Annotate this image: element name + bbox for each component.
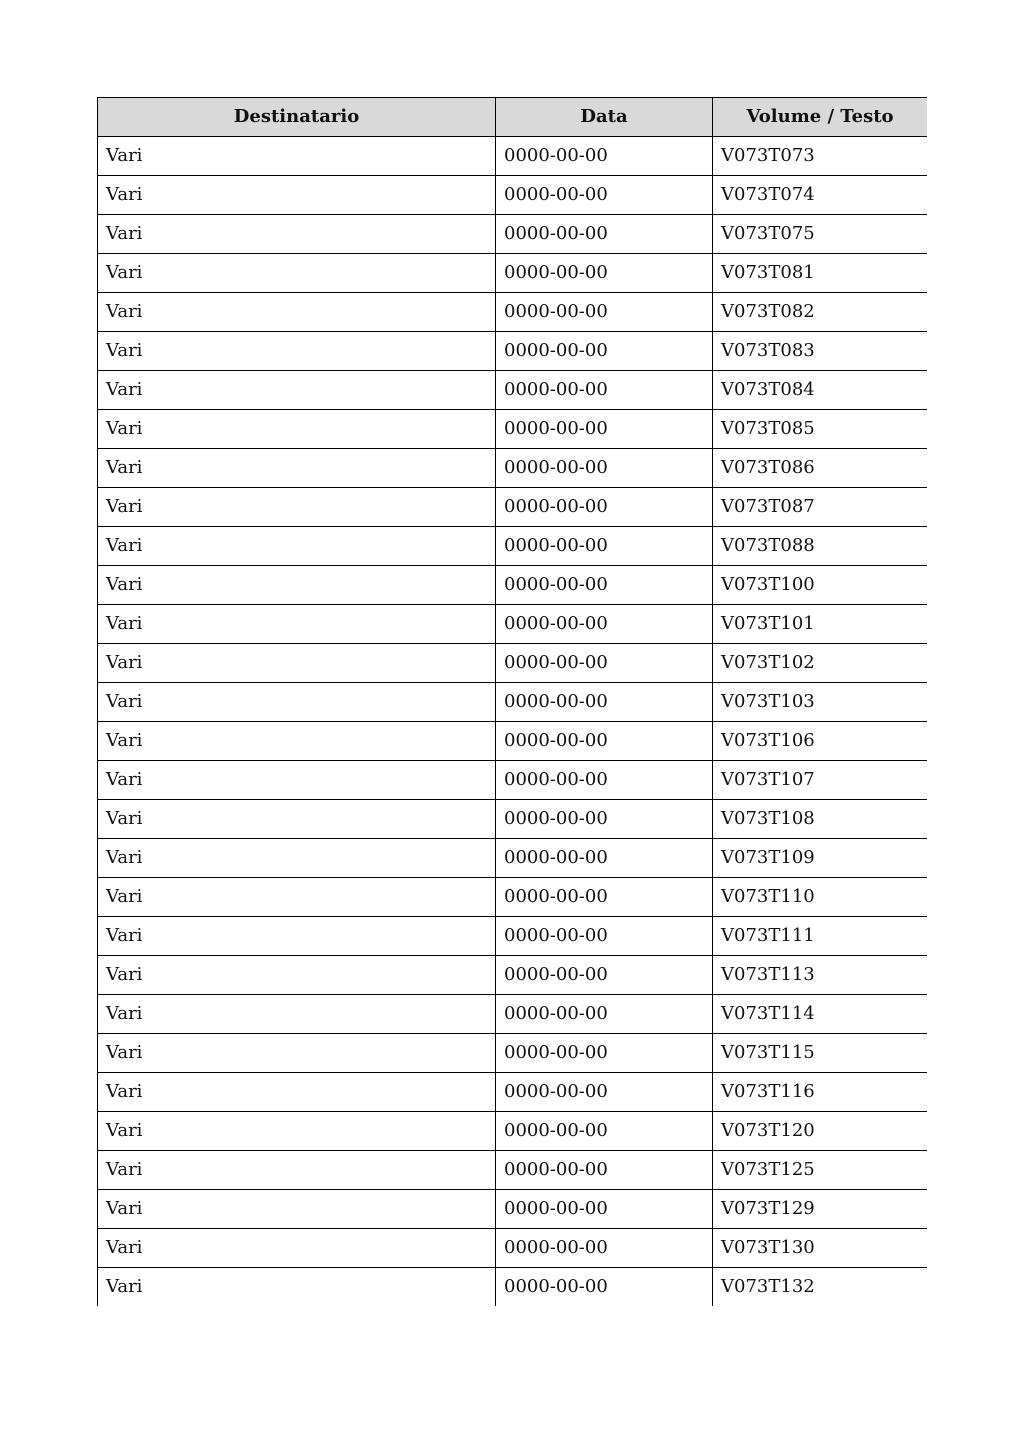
table-row [98, 215, 928, 254]
cell-volume-testo: V073T114 [713, 995, 928, 1034]
table-row [98, 956, 928, 995]
cell-data: 0000-00-00 [496, 137, 713, 176]
cell-data: 0000-00-00 [496, 1190, 713, 1229]
cell-destinatario: Vari [98, 449, 496, 488]
table-row [98, 839, 928, 878]
cell-destinatario: Vari [98, 1151, 496, 1190]
cell-volume-testo: V073T106 [713, 722, 928, 761]
cell-data: 0000-00-00 [496, 488, 713, 527]
cell-volume-testo: V073T110 [713, 878, 928, 917]
table-row [98, 683, 928, 722]
table-row [98, 995, 928, 1034]
cell-data: 0000-00-00 [496, 956, 713, 995]
table-container [97, 97, 927, 1311]
cell-destinatario: Vari [98, 839, 496, 878]
table-row [98, 761, 928, 800]
table-row [98, 293, 928, 332]
cell-data: 0000-00-00 [496, 1073, 713, 1112]
cell-destinatario: Vari [98, 1268, 496, 1307]
cell-destinatario: Vari [98, 176, 496, 215]
table-row [98, 254, 928, 293]
cell-destinatario: Vari [98, 254, 496, 293]
cell-destinatario: Vari [98, 605, 496, 644]
cell-volume-testo: V073T073 [713, 137, 928, 176]
cell-data: 0000-00-00 [496, 761, 713, 800]
cell-data: 0000-00-00 [496, 449, 713, 488]
cell-destinatario: Vari [98, 878, 496, 917]
cell-volume-testo: V073T109 [713, 839, 928, 878]
cell-volume-testo: V073T129 [713, 1190, 928, 1229]
header-data: Data [496, 98, 713, 137]
cell-destinatario: Vari [98, 761, 496, 800]
table-body [98, 137, 928, 1307]
table-header [98, 98, 928, 137]
table-row [98, 917, 928, 956]
table-row [98, 527, 928, 566]
cell-destinatario: Vari [98, 410, 496, 449]
cell-volume-testo: V073T086 [713, 449, 928, 488]
cell-data: 0000-00-00 [496, 995, 713, 1034]
cell-data: 0000-00-00 [496, 254, 713, 293]
cell-volume-testo: V073T084 [713, 371, 928, 410]
table-row [98, 722, 928, 761]
table-row [98, 371, 928, 410]
cell-volume-testo: V073T102 [713, 644, 928, 683]
table-row [98, 800, 928, 839]
cell-data: 0000-00-00 [496, 878, 713, 917]
cell-volume-testo: V073T103 [713, 683, 928, 722]
cell-volume-testo: V073T083 [713, 332, 928, 371]
cell-data: 0000-00-00 [496, 683, 713, 722]
cell-data: 0000-00-00 [496, 1268, 713, 1307]
cell-data: 0000-00-00 [496, 722, 713, 761]
cell-destinatario: Vari [98, 1190, 496, 1229]
records-table [97, 97, 927, 1306]
table-row [98, 1229, 928, 1268]
table-row [98, 1190, 928, 1229]
cell-destinatario: Vari [98, 215, 496, 254]
cell-volume-testo: V073T100 [713, 566, 928, 605]
cell-volume-testo: V073T132 [713, 1268, 928, 1307]
cell-data: 0000-00-00 [496, 1112, 713, 1151]
cell-destinatario: Vari [98, 1073, 496, 1112]
cell-destinatario: Vari [98, 488, 496, 527]
table-row [98, 176, 928, 215]
cell-data: 0000-00-00 [496, 215, 713, 254]
table-row [98, 488, 928, 527]
table-row [98, 566, 928, 605]
cell-data: 0000-00-00 [496, 527, 713, 566]
table-row [98, 1073, 928, 1112]
cell-data: 0000-00-00 [496, 332, 713, 371]
cell-destinatario: Vari [98, 137, 496, 176]
cell-volume-testo: V073T082 [713, 293, 928, 332]
cell-data: 0000-00-00 [496, 1034, 713, 1073]
cell-volume-testo: V073T085 [713, 410, 928, 449]
cell-volume-testo: V073T130 [713, 1229, 928, 1268]
cell-volume-testo: V073T087 [713, 488, 928, 527]
table-row [98, 449, 928, 488]
header-row [98, 98, 928, 137]
cell-destinatario: Vari [98, 1229, 496, 1268]
cell-data: 0000-00-00 [496, 371, 713, 410]
cell-data: 0000-00-00 [496, 410, 713, 449]
cell-destinatario: Vari [98, 1112, 496, 1151]
cell-volume-testo: V073T120 [713, 1112, 928, 1151]
cell-volume-testo: V073T116 [713, 1073, 928, 1112]
cell-data: 0000-00-00 [496, 605, 713, 644]
cell-destinatario: Vari [98, 683, 496, 722]
table-row [98, 878, 928, 917]
cell-volume-testo: V073T115 [713, 1034, 928, 1073]
table-row [98, 1034, 928, 1073]
table-row [98, 410, 928, 449]
table-row [98, 1112, 928, 1151]
cell-data: 0000-00-00 [496, 917, 713, 956]
cell-data: 0000-00-00 [496, 839, 713, 878]
cell-data: 0000-00-00 [496, 800, 713, 839]
cell-destinatario: Vari [98, 1034, 496, 1073]
table-row [98, 605, 928, 644]
cell-volume-testo: V073T125 [713, 1151, 928, 1190]
cell-data: 0000-00-00 [496, 1151, 713, 1190]
cell-destinatario: Vari [98, 371, 496, 410]
cell-destinatario: Vari [98, 293, 496, 332]
cell-destinatario: Vari [98, 527, 496, 566]
header-volume-testo: Volume / Testo [713, 98, 928, 137]
cell-volume-testo: V073T113 [713, 956, 928, 995]
table-row [98, 332, 928, 371]
cell-volume-testo: V073T081 [713, 254, 928, 293]
table-row [98, 1151, 928, 1190]
cell-data: 0000-00-00 [496, 644, 713, 683]
table-row [98, 1268, 928, 1307]
cell-destinatario: Vari [98, 644, 496, 683]
table-row [98, 644, 928, 683]
cell-destinatario: Vari [98, 800, 496, 839]
cell-volume-testo: V073T111 [713, 917, 928, 956]
cell-volume-testo: V073T088 [713, 527, 928, 566]
cell-volume-testo: V073T074 [713, 176, 928, 215]
cell-destinatario: Vari [98, 332, 496, 371]
cell-volume-testo: V073T108 [713, 800, 928, 839]
cell-volume-testo: V073T107 [713, 761, 928, 800]
cell-destinatario: Vari [98, 722, 496, 761]
cell-destinatario: Vari [98, 566, 496, 605]
cell-data: 0000-00-00 [496, 566, 713, 605]
cell-data: 0000-00-00 [496, 176, 713, 215]
cell-destinatario: Vari [98, 995, 496, 1034]
cell-volume-testo: V073T075 [713, 215, 928, 254]
table-row [98, 137, 928, 176]
cell-destinatario: Vari [98, 917, 496, 956]
header-destinatario: Destinatario [98, 98, 496, 137]
cell-destinatario: Vari [98, 956, 496, 995]
cell-data: 0000-00-00 [496, 293, 713, 332]
cell-volume-testo: V073T101 [713, 605, 928, 644]
cell-data: 0000-00-00 [496, 1229, 713, 1268]
